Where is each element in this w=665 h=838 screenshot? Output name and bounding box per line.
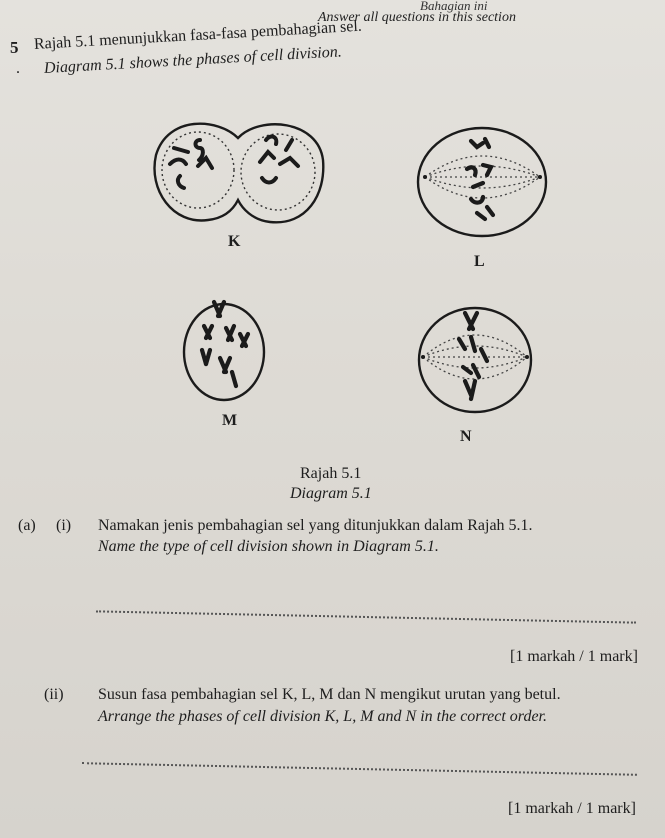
answer-line-a-ii[interactable] bbox=[82, 762, 637, 776]
marks-a-ii: [1 markah / 1 mark] bbox=[508, 800, 636, 817]
question-intro-en: Diagram 5.1 shows the phases of cell division. bbox=[43, 43, 343, 77]
cell-diagram-k bbox=[148, 110, 328, 230]
question-number: 5 bbox=[10, 38, 19, 57]
label-m: M bbox=[222, 412, 238, 429]
part-a-ii-number: (ii) bbox=[44, 686, 64, 703]
part-a-i-number: (i) bbox=[56, 517, 72, 534]
part-a-ii-text-en: Arrange the phases of cell division K, L, M and N in the correct order. bbox=[98, 708, 547, 725]
header-fragment: Bahagian ini bbox=[420, 0, 488, 13]
diagram-caption-ms: Rajah 5.1 bbox=[300, 465, 362, 482]
label-l: L bbox=[474, 253, 485, 270]
marks-a-i: [1 markah / 1 mark] bbox=[510, 648, 638, 665]
diagram-caption-en: Diagram 5.1 bbox=[290, 485, 372, 502]
part-a-ii-text-ms: Susun fasa pembahagian sel K, L, M dan N mengikut urutan yang betul. bbox=[98, 686, 561, 703]
part-a-i-text-ms: Namakan jenis pembahagian sel yang ditunjukkan dalam Rajah 5.1. bbox=[98, 517, 533, 534]
part-a-i-text-en: Name the type of cell division shown in Diagram 5.1. bbox=[98, 538, 439, 555]
cell-diagram-m bbox=[180, 298, 270, 403]
label-k: K bbox=[228, 233, 241, 250]
section-instruction: Answer all questions in this section bbox=[318, 10, 516, 25]
label-n: N bbox=[460, 428, 472, 445]
bullet-mark: . bbox=[16, 60, 20, 77]
part-a-letter: (a) bbox=[18, 517, 36, 534]
cell-diagram-l bbox=[415, 125, 550, 240]
cell-diagram-n bbox=[415, 305, 535, 415]
question-intro-ms: Rajah 5.1 menunjukkan fasa-fasa pembahagian sel. bbox=[33, 17, 363, 53]
answer-line-a-i[interactable] bbox=[96, 610, 636, 623]
